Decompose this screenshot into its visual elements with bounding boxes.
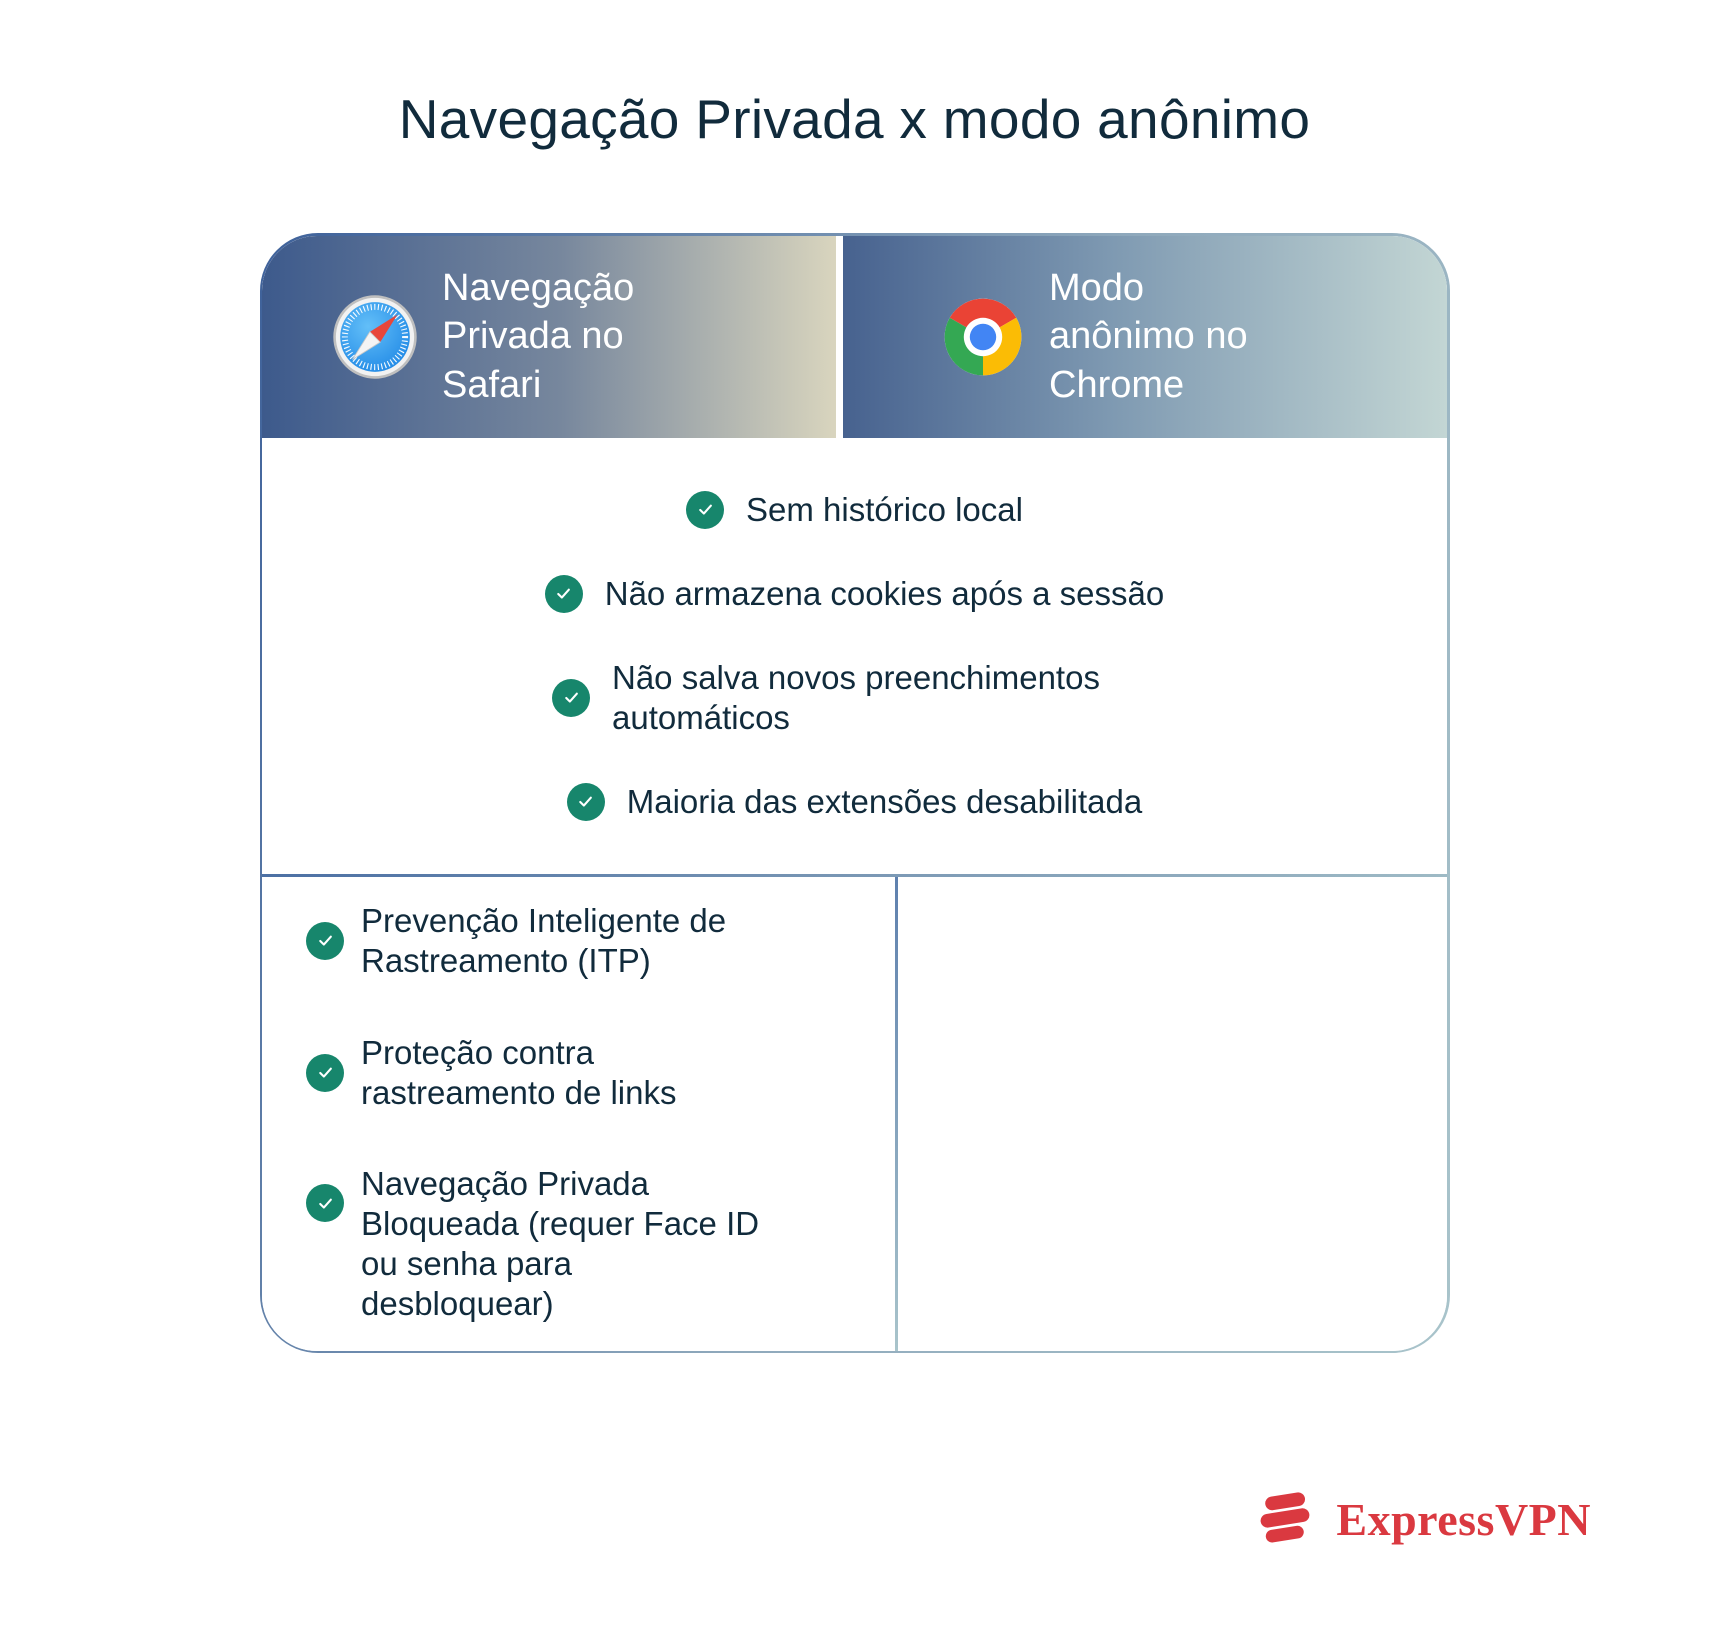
chrome-column-title: Modo anônimo no Chrome	[1049, 266, 1248, 407]
check-icon	[306, 1184, 344, 1222]
safari-feature-row	[306, 1164, 771, 1324]
check-icon	[686, 491, 724, 529]
check-icon	[306, 1054, 344, 1092]
expressvpn-wordmark: ExpressVPN	[1336, 1493, 1591, 1545]
shared-features-section	[262, 438, 1447, 874]
safari-column-header	[262, 236, 836, 438]
comparison-card	[260, 233, 1450, 1353]
shared-feature-text: Não salva novos preenchimentos automáticos	[612, 658, 1100, 736]
expressvpn-icon	[1256, 1486, 1318, 1552]
shared-feature-row	[686, 490, 1023, 530]
shared-feature-text: Sem histórico local	[746, 490, 1023, 528]
safari-feature-text: Prevenção Inteligente de Rastreamento (ITP)	[361, 901, 727, 979]
shared-feature-row	[545, 574, 1165, 614]
safari-feature-text: Navegação Privada Bloqueada (requer Face ID ou senha para desbloquear)	[361, 1165, 760, 1323]
chrome-only-features	[898, 877, 1447, 1351]
exclusive-features-section	[262, 877, 1447, 1351]
check-icon	[552, 679, 590, 717]
check-icon	[545, 575, 583, 613]
safari-icon	[332, 294, 418, 380]
chrome-icon	[943, 297, 1023, 377]
safari-column-title: Navegação Privada no Safari	[442, 266, 635, 407]
comparison-card-body	[262, 236, 1447, 1351]
safari-only-features	[262, 877, 895, 1351]
expressvpn-logo	[1256, 1486, 1591, 1552]
safari-feature-row	[306, 901, 771, 981]
shared-feature-row	[552, 658, 1157, 738]
shared-feature-text: Não armazena cookies após a sessão	[604, 574, 1165, 612]
safari-feature-text: Proteção contra rastreamento de links	[361, 1033, 677, 1111]
check-icon	[306, 922, 344, 960]
chrome-column-header	[843, 236, 1447, 438]
shared-feature-row	[567, 782, 1142, 822]
page-title: Navegação Privada x modo anônimo	[398, 88, 1311, 150]
shared-feature-text: Maioria das extensões desabilitada	[626, 782, 1143, 820]
card-header-row	[262, 236, 1447, 438]
check-icon	[567, 783, 605, 821]
safari-feature-row	[306, 1033, 771, 1113]
